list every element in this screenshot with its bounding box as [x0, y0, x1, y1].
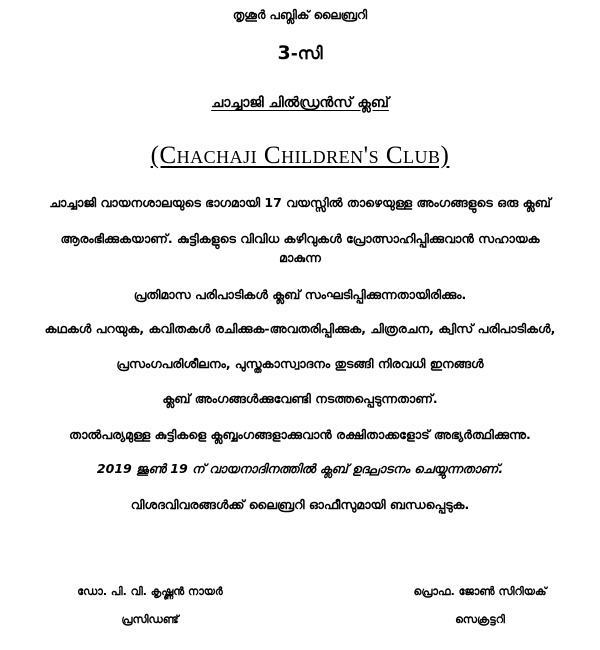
secretary-name: പ്രൊഫ. ജോൺ സിറിയക്: [413, 585, 547, 598]
club-title-english: (Chachaji Children's Club): [150, 142, 450, 169]
body-line-1: ചാച്ചാജി വായനശാലയുടെ ഭാഗമായി 17 വയസ്സിൽ താഴെയുള്ള അംഗങ്ങളുടെ ഒരു ക്ലബ്: [49, 195, 551, 210]
body-line-2: ആരംഭിക്കുകയാണ്. കുട്ടികളുടെ വിവിധ കഴിവുകൾ പ്രോത്സാഹിപ്പിക്കുവാൻ സഹായക: [60, 231, 540, 246]
club-title-malayalam: ചാച്ചാജി ചിൽഡ്രൻസ് ക്ലബ്: [211, 95, 389, 111]
body-line-4: കഥകൾ പറയുക, കവിതകൾ രചിക്കുക-അവതരിപ്പിക്കുക, ചിത്രരചന, ക്വിസ് പരിപാടികൾ,: [44, 321, 556, 336]
body-line-7: താൽപര്യമുള്ള കുട്ടികളെ ക്ലബ്ബംഗങ്ങളാക്കുവാൻ രക്ഷിതാക്കളോട് അഭ്യർത്ഥിക്കുന്നു.: [69, 427, 531, 442]
organization-name: തൃശൂർ പബ്ലിക് ലൈബ്രറി: [232, 8, 368, 22]
president-name: ഡോ. പി. വി. കൃഷ്ണൻ നായർ: [77, 585, 223, 598]
body-line-5: പ്രസംഗപരിശീലനം, പുസ്തകാസ്വാദനം തുടങ്ങി നിരവധി ഇനങ്ങൾ: [116, 356, 484, 371]
notice-number-digit: 3: [277, 42, 291, 64]
body-line-3: പ്രതിമാസ പരിപാടികൾ ക്ലബ് സംഘടിപ്പിക്കുന്നതായിരിക്കും.: [133, 287, 467, 302]
secretary-title: സെക്രട്ടറി: [455, 613, 505, 626]
body-line-6: ക്ലബ് അംഗങ്ങൾക്കുവേണ്ടി നടത്തപ്പെടുന്നതാണ്.: [162, 391, 438, 406]
president-title: പ്രസിഡണ്ട്: [121, 613, 179, 626]
body-line-2-continued: മാകുന്ന: [279, 250, 321, 265]
contact-info-line: വിശദവിവരങ്ങൾക്ക് ലൈബ്രറി ഓഫീസുമായി ബന്ധപ്പെടുക.: [130, 497, 470, 512]
notice-number: [0, 42, 600, 65]
notice-number-suffix: -സി: [290, 44, 323, 64]
inauguration-date-line: 2019 ജൂൺ 19 ന് വായനാദിനത്തിൽ ക്ലബ് ഉദ്ഘാടനം ചെയ്യുന്നതാണ്.: [96, 461, 504, 476]
